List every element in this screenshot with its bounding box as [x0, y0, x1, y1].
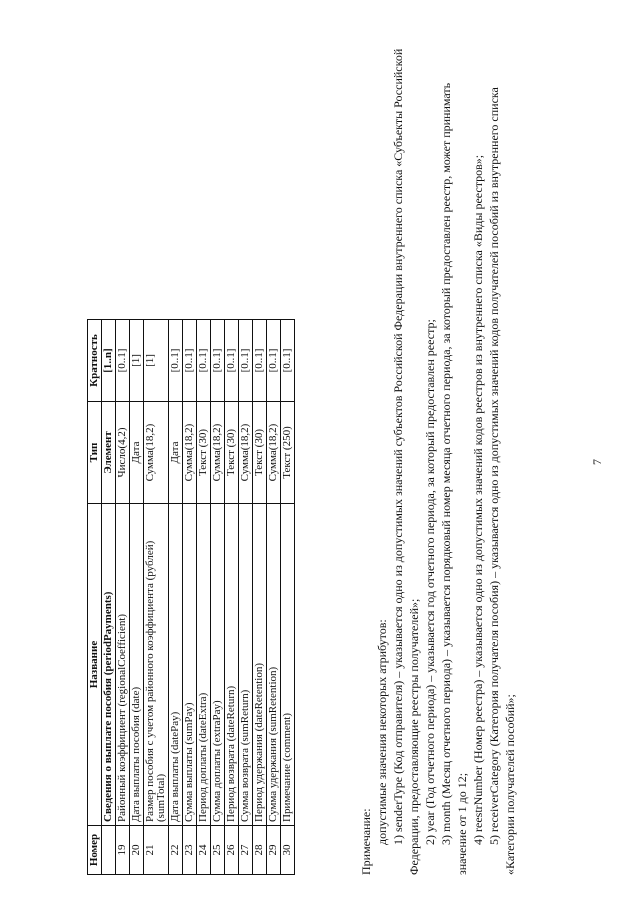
row-name: Сумма удержания (sumRetention) — [267, 504, 281, 826]
header-type: Тип — [88, 402, 102, 504]
row-type: Текст (30) — [253, 402, 267, 504]
row-mult: [0..1] — [183, 320, 197, 402]
table-row — [197, 320, 211, 875]
row-num: 20 — [130, 826, 144, 875]
table-row — [130, 320, 144, 875]
row-num: 25 — [211, 826, 225, 875]
row-type: Сумма(18,2) — [183, 402, 197, 504]
page-number: 7 — [590, 459, 604, 465]
table-row — [253, 320, 267, 875]
table-row — [239, 320, 253, 875]
row-type: Сумма(18,2) — [211, 402, 225, 504]
notes-line: 3) month (Месяц отчетного периода) – указывается порядковый номер месяца отчетного периода, за который предоставлен реестр, может принимать значение от 1 до 12; — [439, 82, 469, 875]
row-type: Дата — [130, 402, 144, 504]
row-num: 30 — [281, 826, 295, 875]
row-name: Сумма доплаты (extraPay) — [211, 504, 225, 826]
row-type: Дата — [169, 402, 183, 504]
table-row — [169, 320, 183, 875]
row-name: Сумма выплаты (sumPay) — [183, 504, 197, 826]
row-type: Текст (250) — [281, 402, 295, 504]
row-mult: [0..1] — [116, 320, 130, 402]
notes-title: Примечание: — [359, 808, 373, 875]
notes-line: 5) receiverCategory (Категория получателя пособия) – указывается одно из допустимых значений кодов получателей пособий из внутреннего списка «Категории получателей пособий»; — [487, 87, 517, 875]
row-mult: [0..1] — [211, 320, 225, 402]
notes-line: допустимые значения некоторых атрибутов: — [375, 619, 389, 845]
row-num: 26 — [225, 826, 239, 875]
row-num: 27 — [239, 826, 253, 875]
row-mult: [1] — [130, 320, 144, 402]
row-mult: [0..1] — [169, 320, 183, 402]
row-mult: [0..1] — [253, 320, 267, 402]
row-mult: [0..1] — [225, 320, 239, 402]
row-num: 28 — [253, 826, 267, 875]
header-name: Название — [88, 504, 102, 826]
row-mult: [0..1] — [197, 320, 211, 402]
row-name: Период удержания (dateRetention) — [253, 504, 267, 826]
table-row — [281, 320, 295, 875]
notes-block — [358, 45, 518, 875]
row-num: 29 — [267, 826, 281, 875]
table-header-row — [88, 320, 102, 875]
table-row — [183, 320, 197, 875]
row-name: Период доплаты (dateExtra) — [197, 504, 211, 826]
row-mult: [0..1] — [281, 320, 295, 402]
row-num: 22 — [169, 826, 183, 875]
row-mult: [0..1] — [267, 320, 281, 402]
row-name: Примечание (comment) — [281, 504, 295, 826]
attributes-table — [87, 319, 295, 875]
table-row — [267, 320, 281, 875]
row-num: 19 — [116, 826, 130, 875]
table-row — [225, 320, 239, 875]
row-type: Сумма(18,2) — [144, 402, 169, 504]
header-num: Номер — [88, 826, 102, 875]
group-mult: [1..n] — [102, 320, 116, 402]
row-name: Размер пособия с учетом районного коэффициента (рублей) (sumTotal) — [144, 504, 169, 826]
table-row — [211, 320, 225, 875]
row-num: 23 — [183, 826, 197, 875]
notes-line: 4) reestrNumber (Номер реестра) – указывается одно из допустимых значений кодов реестров из внутреннего списка «Виды реестров»; — [471, 154, 485, 845]
row-type: Сумма(18,2) — [239, 402, 253, 504]
row-name: Дата выплаты пособия (date) — [130, 504, 144, 826]
group-name: Сведения о выплате пособия (periodPayments) — [102, 504, 116, 826]
row-name: Районный коэффициент (regionalCoefficient) — [116, 504, 130, 826]
group-type: Элемент — [102, 402, 116, 504]
row-mult: [0..1] — [239, 320, 253, 402]
row-name: Дата выплаты (datePay) — [169, 504, 183, 826]
row-num: 24 — [197, 826, 211, 875]
row-name: Период возврата (dateReturn) — [225, 504, 239, 826]
notes-line: 1) senderType (Код отправителя) – указывается одно из допустимых значений субъектов Российской Федерации внутреннего списка «Субъекты Российской Федерации, предоставляющие реестры получателей»; — [391, 48, 421, 875]
row-type: Число(4,2) — [116, 402, 130, 504]
row-mult: [1] — [144, 320, 169, 402]
header-mult: Кратность — [88, 320, 102, 402]
table-row — [144, 320, 169, 875]
table-row — [116, 320, 130, 875]
row-num: 21 — [144, 826, 169, 875]
row-type: Текст (30) — [225, 402, 239, 504]
row-type: Сумма(18,2) — [267, 402, 281, 504]
row-type: Текст (30) — [197, 402, 211, 504]
notes-line: 2) year (Год отчетного периода) – указывается год отчетного периода, за который предоставлен реестр; — [423, 319, 437, 845]
row-name: Сумма возврата (sumReturn) — [239, 504, 253, 826]
group-row — [102, 320, 116, 875]
